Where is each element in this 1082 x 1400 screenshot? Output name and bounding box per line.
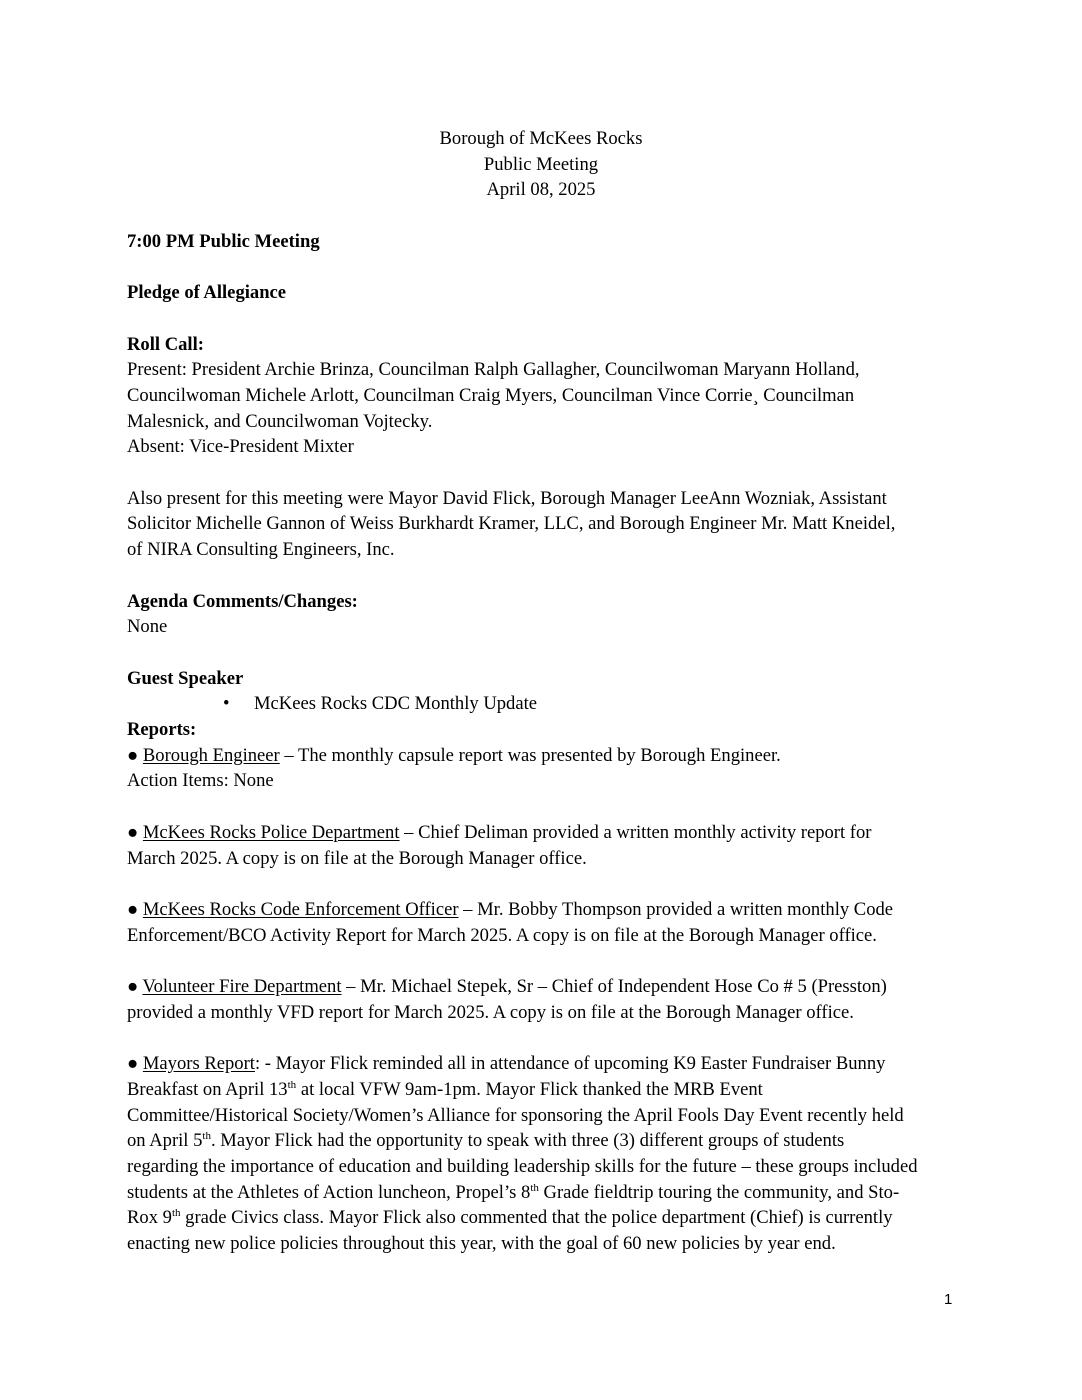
report-title: McKees Rocks Police Department — [142, 821, 400, 843]
report-line: Committee/Historical Society/Women’s Alliance for sponsoring the April Fools Day Event recently held — [127, 1104, 904, 1126]
report-line: Rox 9th grade Civics class. Mayor Flick also commented that the police department (Chief) is currently — [127, 1207, 893, 1229]
absent-line: Absent: Vice-President Mixter — [127, 436, 354, 458]
report-text: – Chief Deliman provided a written monthly activity report for — [399, 821, 872, 843]
paragraph-line: of NIRA Consulting Engineers, Inc. — [127, 539, 395, 561]
pledge-heading: Pledge of Allegiance — [127, 282, 287, 304]
report-code-enforcement — [127, 897, 957, 948]
action-items: Action Items: None — [127, 770, 274, 792]
report-title: McKees Rocks Code Enforcement Officer — [142, 898, 459, 920]
report-mayor — [127, 1051, 957, 1257]
report-text: – Mr. Bobby Thompson provided a written monthly Code — [458, 898, 894, 920]
bullet-icon: ● — [127, 976, 139, 998]
guest-speaker-heading: Guest Speaker — [127, 667, 244, 689]
document-header — [127, 126, 955, 203]
reports-heading: Reports: — [127, 719, 197, 741]
report-line: Breakfast on April 13th at local VFW 9am-1pm. Mayor Flick thanked the MRB Event — [127, 1078, 763, 1100]
paragraph-line: Also present for this meeting were Mayor David Flick, Borough Manager LeeAnn Wozniak, Assistant — [127, 487, 887, 509]
page-number: 1 — [944, 1291, 953, 1308]
report-borough-engineer — [127, 743, 957, 794]
report-line: regarding the importance of education and building leadership skills for the future – these groups included — [127, 1155, 918, 1177]
guest-speaker-list — [127, 691, 957, 717]
meeting-date: April 08, 2025 — [486, 179, 596, 201]
guest-speaker-section — [127, 666, 957, 717]
present-line: Malesnick, and Councilwoman Vojtecky. — [127, 410, 433, 432]
bullet-icon: ● — [127, 821, 139, 843]
bullet-icon: ● — [127, 744, 139, 766]
also-present-paragraph — [127, 486, 957, 563]
agenda-section — [127, 589, 957, 640]
agenda-heading: Agenda Comments/Changes: — [127, 590, 358, 612]
report-title: Mayors Report — [142, 1053, 255, 1075]
report-text: provided a monthly VFD report for March 2025. A copy is on file at the Borough Manager office. — [127, 1001, 854, 1023]
report-title: Borough Engineer — [142, 744, 280, 766]
report-text: : - Mayor Flick reminded all in attendance of upcoming K9 Easter Fundraiser Bunny — [254, 1053, 886, 1075]
report-text: Enforcement/BCO Activity Report for March 2025. A copy is on file at the Borough Manager office. — [127, 924, 877, 946]
paragraph-line: Solicitor Michelle Gannon of Weiss Burkhardt Kramer, LLC, and Borough Engineer Mr. Matt Kneidel, — [127, 513, 896, 535]
report-text: – Mr. Michael Stepek, Sr – Chief of Independent Hose Co # 5 (Presston) — [341, 976, 887, 998]
present-line: Councilwoman Michele Arlott, Councilman Craig Myers, Councilman Vince Corrie¸ Councilman — [127, 384, 855, 406]
meeting-time-heading: 7:00 PM Public Meeting — [127, 230, 320, 252]
document-page — [127, 126, 957, 1257]
report-line: enacting new police policies throughout this year, with the goal of 60 new policies by year end. — [127, 1233, 836, 1255]
report-line: on April 5th. Mayor Flick had the opportunity to speak with three (3) different groups of students — [127, 1130, 845, 1152]
report-line: students at the Athletes of Action luncheon, Propel’s 8th Grade fieldtrip touring the community, and Sto- — [127, 1181, 900, 1203]
report-title: Volunteer Fire Department — [142, 976, 342, 998]
borough-name: Borough of McKees Rocks — [439, 128, 643, 149]
bullet-icon: ● — [127, 898, 139, 920]
reports-section — [127, 717, 957, 1257]
report-police-department — [127, 820, 957, 871]
report-text: March 2025. A copy is on file at the Borough Manager office. — [127, 847, 587, 869]
bullet-icon: ● — [127, 1053, 139, 1075]
roll-call-section — [127, 332, 957, 461]
list-item: • McKees Rocks CDC Monthly Update — [127, 691, 957, 717]
agenda-value: None — [127, 616, 168, 638]
meeting-type: Public Meeting — [483, 153, 599, 175]
report-text: – The monthly capsule report was presented by Borough Engineer. — [279, 744, 781, 766]
present-line: Present: President Archie Brinza, Councilman Ralph Gallagher, Councilwoman Maryann Holland, — [127, 359, 860, 381]
roll-call-heading: Roll Call: — [127, 333, 204, 355]
report-fire-department — [127, 974, 957, 1025]
